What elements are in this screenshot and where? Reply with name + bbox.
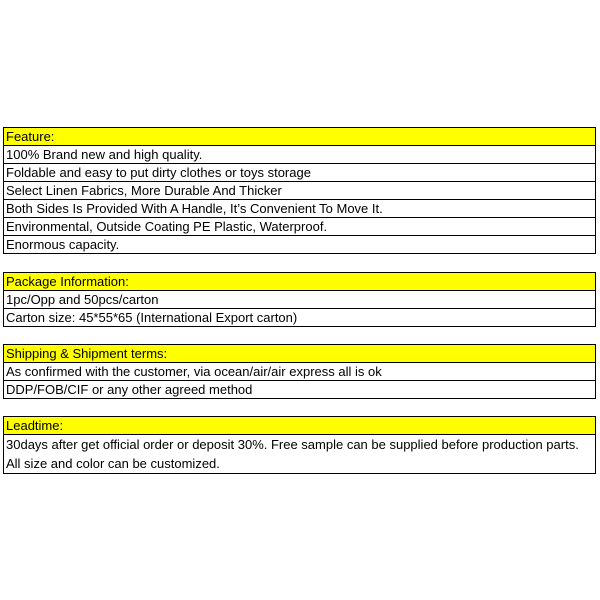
- package-header: Package Information:: [4, 273, 595, 291]
- leadtime-section: [3, 416, 596, 474]
- feature-row: Select Linen Fabrics, More Durable And Thicker: [4, 182, 595, 200]
- shipping-section: [3, 344, 596, 399]
- feature-row: Foldable and easy to put dirty clothes or toys storage: [4, 164, 595, 182]
- shipping-header: Shipping & Shipment terms:: [4, 345, 595, 363]
- shipping-row: As confirmed with the customer, via ocean/air/air express all is ok: [4, 363, 595, 381]
- package-row: 1pc/Opp and 50pcs/carton: [4, 291, 595, 309]
- leadtime-text: 30days after get official order or deposit 30%. Free sample can be supplied before production parts. All size and color can be customized.: [6, 437, 579, 471]
- feature-header: Feature:: [4, 128, 595, 146]
- feature-row: 100% Brand new and high quality.: [4, 146, 595, 164]
- feature-row: Both Sides Is Provided With A Handle, It’s Convenient To Move It.: [4, 200, 595, 218]
- feature-row: Enormous capacity.: [6, 237, 120, 252]
- package-row: Carton size: 45*55*65 (International Export carton): [6, 310, 298, 325]
- package-section: [3, 272, 596, 327]
- feature-row: Environmental, Outside Coating PE Plastic, Waterproof.: [4, 218, 595, 236]
- shipping-row: DDP/FOB/CIF or any other agreed method: [6, 382, 253, 397]
- leadtime-header: Leadtime:: [4, 417, 595, 435]
- feature-section: [3, 127, 596, 254]
